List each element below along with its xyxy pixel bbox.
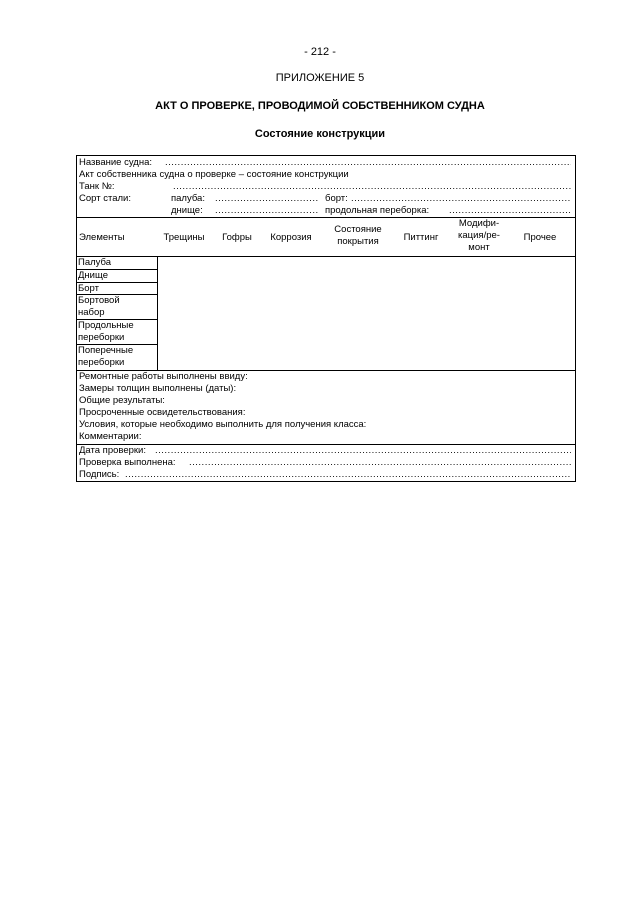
col-pitting: Питтинг — [403, 232, 439, 243]
inspection-form — [76, 155, 576, 482]
page-number: - 212 - — [304, 46, 336, 58]
bulkhead-label: продольная переборка: — [325, 205, 430, 216]
ship-name-field[interactable] — [165, 157, 571, 169]
side-field[interactable] — [351, 193, 571, 205]
row-long-bulkheads-line1: Продольные — [78, 320, 134, 331]
document-subtitle: Состояние конструкции — [254, 128, 386, 140]
row-side: Борт — [77, 283, 157, 295]
deck-label: палуба: — [171, 193, 205, 204]
tank-label: Танк №: — [79, 181, 115, 192]
document-title: АКТ О ПРОВЕРКЕ, ПРОВОДИМОЙ СОБСТВЕННИКОМ СУДНА — [155, 100, 485, 112]
col-coating-2: покрытия — [337, 236, 379, 247]
row-trans-bulkheads — [77, 345, 157, 370]
col-elements: Элементы — [79, 232, 125, 243]
note-results: Общие результаты: — [79, 395, 165, 406]
date-label: Дата проверки: — [79, 445, 146, 456]
col-coating-1: Состояние — [334, 224, 382, 235]
signature-field[interactable] — [125, 469, 571, 481]
performed-field[interactable] — [189, 457, 571, 469]
col-mod-3: монт — [468, 242, 490, 253]
col-mod-2: кация/ре- — [458, 230, 500, 241]
note-overdue: Просроченные освидетельствования: — [79, 407, 246, 418]
signature-label: Подпись: — [79, 469, 120, 480]
deck-field[interactable] — [215, 193, 319, 205]
act-line: Акт собственника судна о проверке – состояние конструкции — [79, 169, 349, 180]
column-separator — [157, 256, 158, 370]
col-corrugations: Гофры — [222, 232, 252, 243]
col-mod-1: Модифи- — [458, 218, 500, 229]
row-trans-bulkheads-line2: переборки — [78, 357, 125, 368]
bottom-field[interactable] — [215, 205, 319, 217]
note-comments: Комментарии: — [79, 431, 142, 442]
row-side-frame — [77, 295, 157, 320]
ship-name-label: Название судна: — [79, 157, 152, 168]
row-bottom: Днище — [77, 270, 157, 283]
appendix-label: ПРИЛОЖЕНИЕ 5 — [275, 72, 365, 84]
row-trans-bulkheads-line1: Поперечные — [78, 345, 134, 356]
note-thickness: Замеры толщин выполнены (даты): — [79, 383, 237, 394]
performed-label: Проверка выполнена: — [79, 457, 176, 468]
row-side-frame-line2: набор — [78, 307, 105, 318]
col-cracks: Трещины — [163, 232, 205, 243]
note-repairs: Ремонтные работы выполнены ввиду: — [79, 371, 248, 382]
tank-field[interactable] — [173, 181, 571, 193]
row-long-bulkheads-line2: переборки — [78, 332, 125, 343]
steel-label: Сорт стали: — [79, 193, 131, 204]
col-other: Прочее — [523, 232, 557, 243]
row-side-frame-line1: Бортовой — [78, 295, 120, 306]
col-corrosion: Коррозия — [270, 232, 312, 243]
bulkhead-field[interactable] — [449, 205, 571, 217]
date-field[interactable] — [155, 445, 571, 457]
bottom-label: днище: — [171, 205, 203, 216]
row-long-bulkheads — [77, 320, 157, 345]
side-label: борт: — [325, 193, 348, 204]
row-deck: Палуба — [77, 257, 157, 270]
note-conditions: Условия, которые необходимо выполнить для получения класса: — [79, 419, 367, 430]
